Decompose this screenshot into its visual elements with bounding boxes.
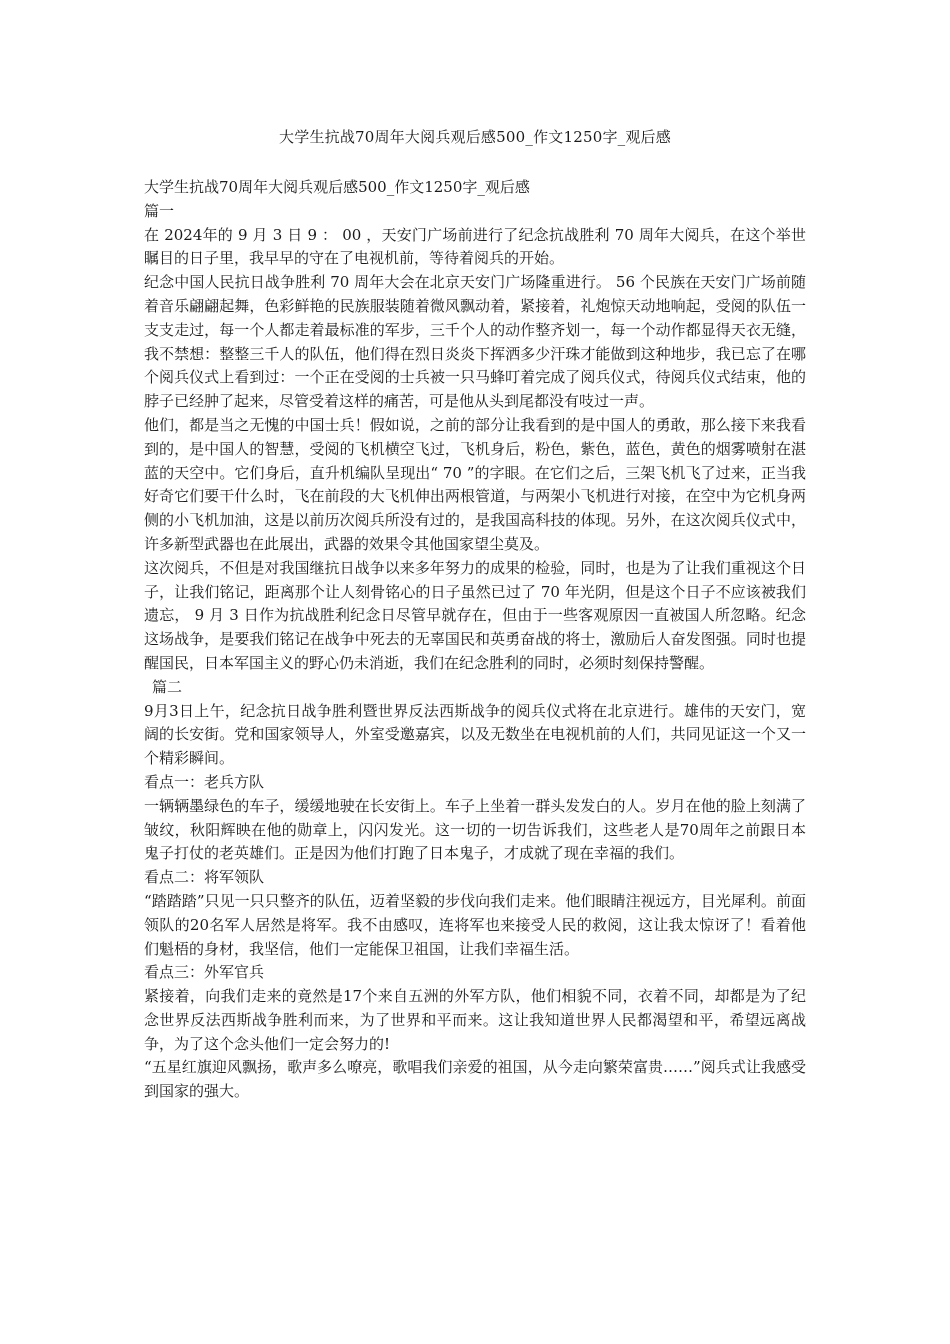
subtitle: 大学生抗战70周年大阅兵观后感500_作文1250字_观后感 <box>144 178 530 196</box>
highlight-heading: 看点一：老兵方队 <box>144 772 265 791</box>
highlight-heading: 看点二：将军领队 <box>144 868 265 887</box>
paragraph: 一辆辆墨绿色的车子，缓缓地驶在长安街上。车子上坐着一群头发发白的人。岁月在他的脸上刻满了皱纹，秋阳辉映在他的勋章上，闪闪发光。这一切的一切告诉我们，这些老人是70周年之前跟日本鬼子打仗的老英雄们。正是因为他们打跑了日本鬼子，才成就了现在幸福的我们。 <box>144 796 806 863</box>
highlight-heading: 看点三：外军官兵 <box>144 963 265 982</box>
paragraph: 这次阅兵，不但是对我国继抗日战争以来多年努力的成果的检验，同时，也是为了让我们重视这个日子，让我们铭记，距离那个让人刻骨铭心的日子虽然已过了 70 年光阴，但是这个日子不应该被我们遗忘， 9 月 3 日作为抗战胜利纪念日尽管早就存在，但由于一些客观原因一直被国人所忽略。纪念这场战争，是要我们铭记在战争中死去的无辜国民和英勇奋战的将士，激励后人奋发图强。同时也提醒国民，日本军国主义的野心仍未消逝，我们在纪念胜利的同时，必须时刻保持警醒。 <box>144 558 806 672</box>
paragraph: 他们，都是当之无愧的中国士兵！假如说，之前的部分让我看到的是中国人的勇敢，那么接下来我看到的，是中国人的智慧，受阅的飞机横空飞过，飞机身后，粉色，紫色，蓝色，黄色的烟雾喷射在湛蓝的天空中。它们身后，直升机编队呈现出“ 70 ”的字眼。在它们之后，三架飞机飞了过来，正当我好奇它们要干什么时，飞在前段的大飞机伸出两根管道，与两架小飞机进行对接，在空中为它机身两侧的小飞机加油，这是以前历次阅兵所没有过的，是我国高科技的体现。另外，在这次阅兵仪式中，许多新型武器也在此展出，武器的效果令其他国家望尘莫及。 <box>144 415 806 553</box>
document-body <box>144 176 806 1104</box>
paragraph: 9月3日上午，纪念抗日战争胜利暨世界反法西斯战争的阅兵仪式将在北京进行。雄伟的天安门，宽阔的长安街。党和国家领导人，外室受邀嘉宾，以及无数坐在电视机前的人们，共同见证这一个又一个精彩瞬间。 <box>144 701 806 768</box>
document-title: 大学生抗战70周年大阅兵观后感500_作文1250字_观后感 <box>279 128 671 146</box>
paragraph: “踏踏踏”只见一只只整齐的队伍，迈着坚毅的步伐向我们走来。他们眼睛注视远方，目光犀利。前面领队的20名军人居然是将军。我不由感叹，连将军也来接受人民的救阅，这让我太惊讶了！看着他们魁梧的身材，我坚信，他们一定能保卫祖国，让我们幸福生活。 <box>144 891 806 958</box>
paragraph: 纪念中国人民抗日战争胜利 70 周年大会在北京天安门广场隆重进行。 56 个民族在天安门广场前随着音乐翩翩起舞，色彩鲜艳的民族服装随着微风飘动着，紧接着，礼炮惊天动地响起，受阅的队伍一支支走过，每一个人都走着最标准的军步，三千个人的动作整齐划一，每一个动作都显得天衣无缝，我不禁想：整整三千人的队伍，他们得在烈日炎炎下挥洒多少汗珠才能做到这种地步，我已忘了在哪个阅兵仪式上看到过：一个正在受阅的士兵被一只马蜂叮着完成了阅兵仪式，待阅兵仪式结束，他的脖子已经肿了起来，尽管受着这样的痛苦，可是他从头到尾都没有吱过一声。 <box>144 273 806 411</box>
paragraph: 在 2024年的 9 月 3 日 9 ： 00 ，天安门广场前进行了纪念抗战胜利 70 周年大阅兵，在这个举世瞩目的日子里，我早早的守在了电视机前，等待着阅兵的开始。 <box>144 225 806 268</box>
section-label-part-one: 篇一 <box>144 201 175 220</box>
section-label-part-two: 篇二 <box>152 677 183 696</box>
paragraph: “五星红旗迎风飘扬，歌声多么嘹亮，歌唱我们亲爱的祖国，从今走向繁荣富贵……”阅兵式让我感受到国家的强大。 <box>144 1058 806 1101</box>
paragraph: 紧接着，向我们走来的竟然是17个来自五洲的外军方队，他们相貌不同，衣着不同，却都是为了纪念世界反法西斯战争胜利而来，为了世界和平而来。这让我知道世界人民都渴望和平，希望远离战争，为了这个念头他们一定会努力的! <box>144 987 806 1053</box>
